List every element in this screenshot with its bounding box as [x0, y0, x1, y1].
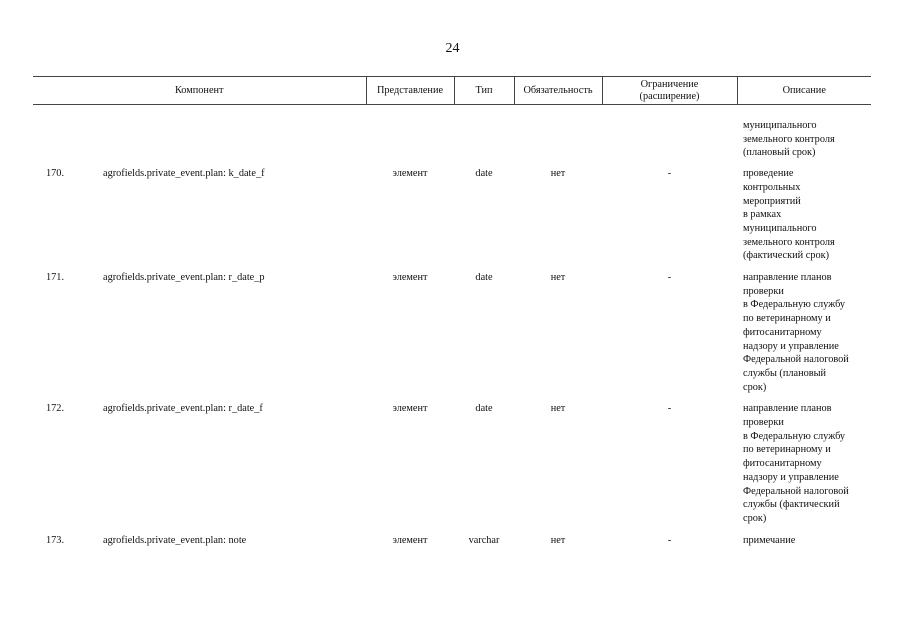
continuation-description: муниципального земельного контроля (плановый срок): [743, 120, 835, 159]
table-row: [33, 167, 871, 271]
table-header-row: [33, 77, 871, 105]
row-representation: элемент: [392, 534, 428, 546]
table-row: [33, 534, 871, 556]
row-component: agrofields.private_event.plan: r_date_f: [103, 403, 263, 415]
header-component: Компонент: [33, 77, 366, 105]
row-required: нет: [550, 168, 566, 180]
row-restriction: -: [667, 534, 672, 546]
row-representation: элемент: [392, 403, 428, 415]
header-description: Описание: [737, 77, 871, 105]
row-required: нет: [550, 272, 566, 284]
row-required: нет: [550, 534, 566, 546]
row-type: date: [475, 272, 493, 284]
attributes-table: [33, 76, 871, 555]
table-row: [33, 271, 871, 402]
row-restriction: -: [667, 403, 672, 415]
row-number: 170.: [46, 168, 65, 180]
row-component: agrofields.private_event.plan: k_date_f: [103, 168, 265, 180]
header-representation: Представление: [366, 77, 454, 105]
row-description: направление планов проверки в Федеральную службу по ветеринарному и фитосанитарному надзору и управление Федеральной налоговой службы (фактический срок): [743, 403, 849, 524]
table-row: [33, 402, 871, 533]
row-number: 171.: [46, 272, 65, 284]
row-type: date: [475, 168, 493, 180]
row-component: agrofields.private_event.plan: note: [103, 534, 247, 546]
row-number: 172.: [46, 403, 65, 415]
header-restriction: Ограничение (расширение): [602, 77, 737, 105]
row-representation: элемент: [392, 168, 428, 180]
header-type: Тип: [454, 77, 514, 105]
row-number: 173.: [46, 534, 65, 546]
row-description: примечание: [743, 534, 796, 546]
header-required: Обязательность: [514, 77, 602, 105]
row-required: нет: [550, 403, 566, 415]
row-component: agrofields.private_event.plan: r_date_p: [103, 272, 265, 284]
page-number: 24: [445, 41, 460, 56]
table-body: [33, 105, 871, 556]
row-restriction: -: [667, 168, 672, 180]
row-description: проведение контрольных мероприятий в рамках муниципального земельного контроля (фактический срок): [743, 168, 835, 262]
row-type: varchar: [468, 534, 500, 546]
row-description: направление планов проверки в Федеральную службу по ветеринарному и фитосанитарному надзору и управление Федеральной налоговой службы (плановый срок): [743, 272, 849, 393]
row-restriction: -: [667, 272, 672, 284]
row-representation: элемент: [392, 272, 428, 284]
row-type: date: [475, 403, 493, 415]
continuation-row: [33, 119, 871, 167]
